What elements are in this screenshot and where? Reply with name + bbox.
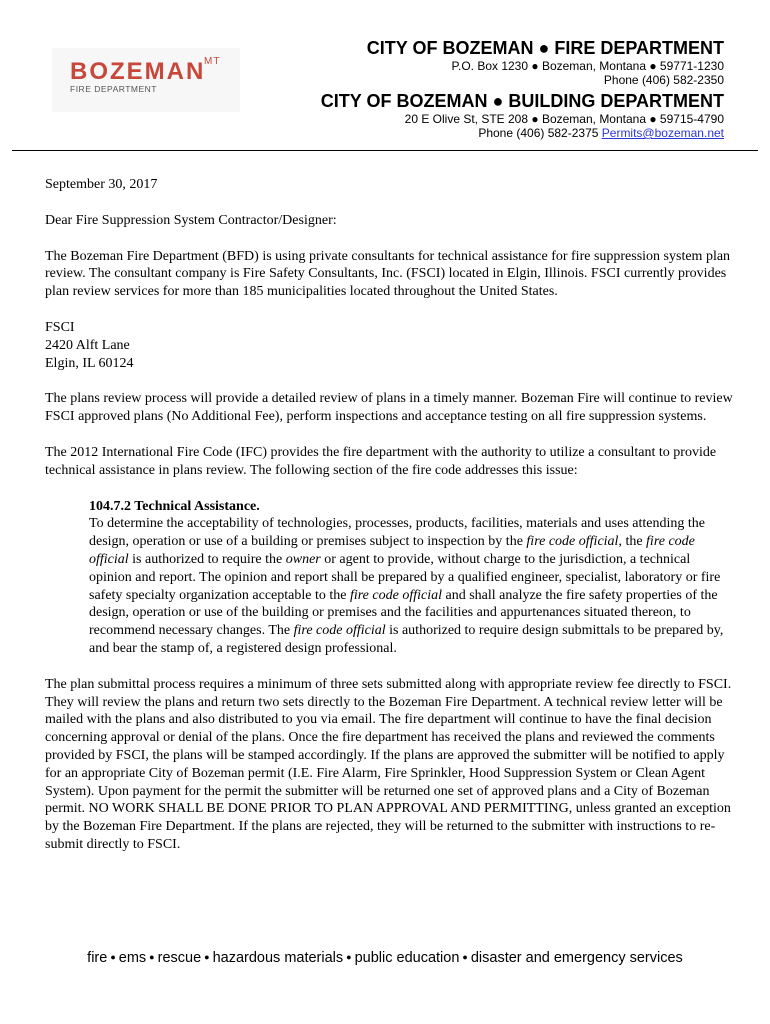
bullet-icon: ● (346, 952, 352, 962)
address-line: FSCI (45, 319, 75, 335)
letter-date: September 30, 2017 (45, 177, 158, 192)
bullet-icon: ● (204, 952, 210, 962)
letter-salutation: Dear Fire Suppression System Contractor/Designer: (45, 212, 337, 228)
quote-text: To determine the acceptability of technologies, processes, products, facilities, materials and uses attending the design, operation or use of a building or premises subject to inspection by the fire code official, the fire code official is authorized to require the owner or agent to provide, without charge to the jurisdiction, a technical opinion and report. The opinion and report shall be prepared by a qualified engineer, specialist, laboratory or fire safety specialty organization acceptable to the fire code official and shall analyze the fire safety properties of the design, operation or use of the building or premises and the facilities and appurtenances situated thereon, to recommend necessary changes. The fire code official is authorized to require design submittals to be prepared by, and bear the stamp of, a registered design professional. (89, 516, 724, 656)
fire-department-header (367, 38, 724, 87)
logo-subtitle: FIRE DEPARTMENT (70, 84, 157, 94)
footer-item: rescue (157, 950, 202, 966)
footer-item: fire (87, 950, 108, 966)
bullet-icon: ● (110, 952, 116, 962)
paragraph-consultant-intro: The Bozeman Fire Department (BFD) is using private consultants for technical assistance for fire suppression system plan review. The consultant company is Fire Safety Consultants, Inc. (FSCI) located in Elgin, Illinois. FSCI currently provides plan review services for more than 185 municipalities located throughout the United States. (45, 248, 731, 300)
logo-wordmark: BOZEMAN (70, 58, 206, 85)
letter-body (45, 176, 735, 872)
paragraph-submittal-process: The plan submittal process requires a minimum of three sets submitted along with appropriate review fee directly to FSCI. They will review the plans and return two sets directly to the Bozeman Fire Department. A technical review letter will be mailed with the plans and also distributed to you via email. The fire department will continue to have the final decision concerning approval or denial of the plans. Once the fire department has received the plans and reviewed the comments provided by FSCI, the plans will be stamped accordingly. If the plans are approved the submitter will be notified to apply for an appropriate City of Bozeman permit (I.E. Fire Alarm, Fire Sprinkler, Hood Suppression System or Clean Agent System). Upon payment for the permit the submitter will be returned one set of approved plans and a City of Bozeman permit. NO WORK SHALL BE DONE PRIOR TO PLAN APPROVAL AND PERMITTING, unless granted an exception by the Bozeman Fire Department. If the plans are rejected, they will be returned to the submitter with instructions to re-submit directly to FSCI. (45, 676, 732, 852)
fire-code-quote (89, 498, 735, 658)
building-department-phone: Phone (406) 582-2375 (478, 126, 599, 140)
permits-email-link[interactable]: Permits@bozeman.net (601, 126, 724, 140)
bozeman-fire-logo (52, 48, 240, 112)
footer-item: public education (354, 950, 460, 966)
footer-item: ems (118, 950, 147, 966)
footer-item: hazardous materials (212, 950, 344, 966)
quote-section-title: 104.7.2 Technical Assistance. (89, 498, 260, 514)
address-line: 2420 Alft Lane (45, 337, 130, 353)
address-line: Elgin, IL 60124 (45, 355, 134, 371)
bullet-icon: ● (462, 952, 468, 962)
building-department-header (321, 91, 724, 140)
building-department-address: 20 E Olive St, STE 208 ● Bozeman, Montana ● 59715-4790 (404, 112, 724, 126)
footer-item: disaster and emergency services (470, 950, 683, 966)
fire-department-phone: Phone (406) 582-2350 (603, 73, 724, 87)
fire-department-address: P.O. Box 1230 ● Bozeman, Montana ● 59771-1230 (451, 59, 724, 73)
bullet-icon: ● (149, 952, 155, 962)
building-department-title: CITY OF BOZEMAN ● BUILDING DEPARTMENT (320, 91, 724, 111)
fsci-address (45, 319, 735, 372)
paragraph-review-process: The plans review process will provide a detailed review of plans in a timely manner. Bozeman Fire will continue to review FSCI approved plans (No Additional Fee), perform inspections and acceptance testing on all fire suppression systems. (45, 391, 733, 425)
header-divider (12, 150, 758, 151)
building-department-contact (321, 126, 724, 140)
logo-superscript: MT (204, 56, 221, 67)
paragraph-fire-code-authority: The 2012 International Fire Code (IFC) provides the fire department with the authority to utilize a consultant to provide technical assistance in plans review. The following section of the fire code addresses this issue: (45, 444, 717, 478)
footer-services (0, 950, 770, 966)
fire-department-title: CITY OF BOZEMAN ● FIRE DEPARTMENT (366, 38, 724, 58)
